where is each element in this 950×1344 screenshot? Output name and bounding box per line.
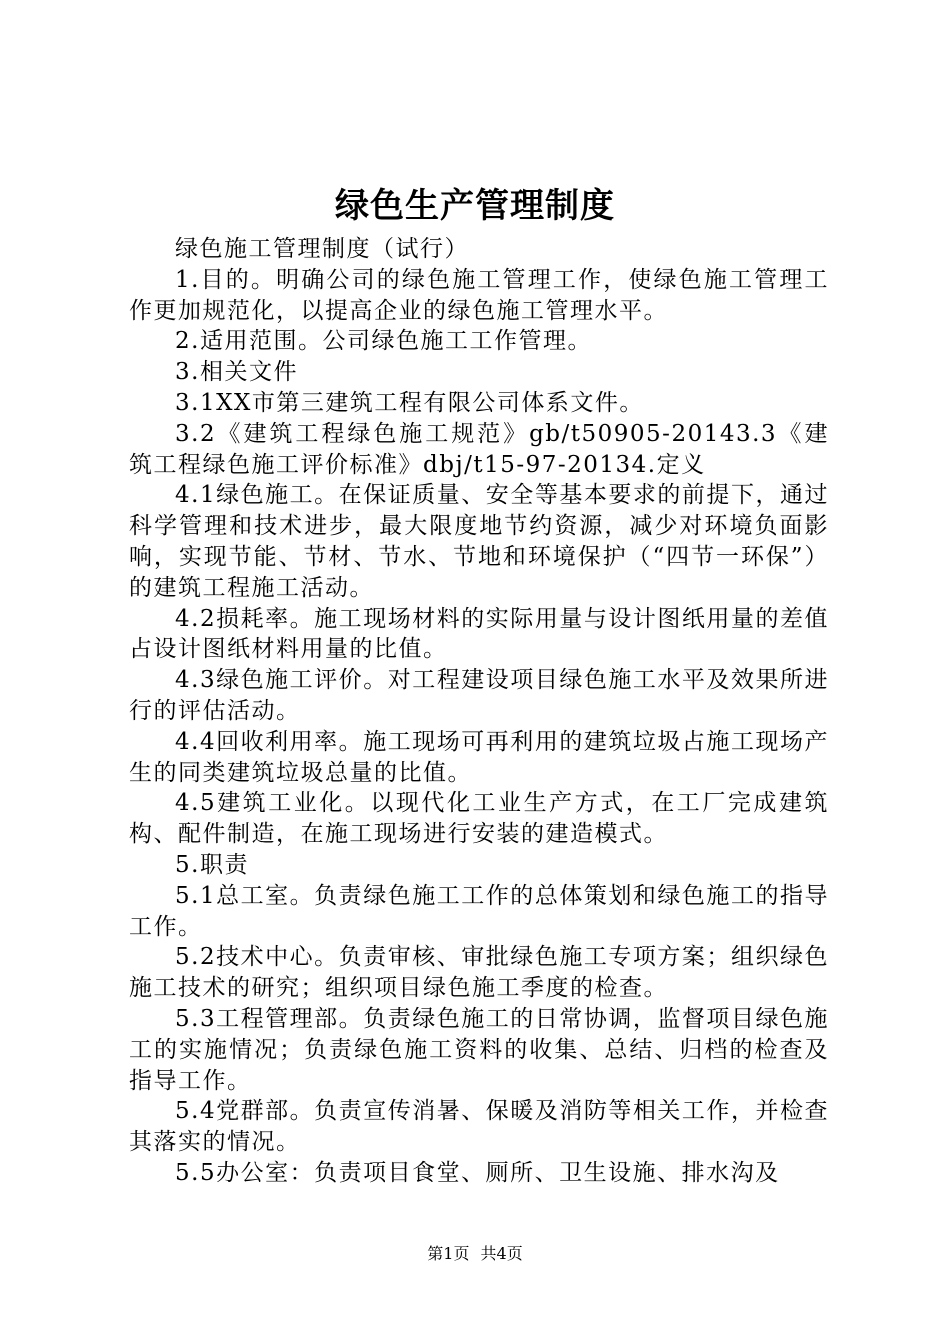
paragraph-5-2: 5.2技术中心。负责审核、审批绿色施工专项方案；组织绿色施工技术的研究；组织项目绿色施工季度的检查。	[129, 944, 829, 1002]
paragraph-5-5: 5.5办公室：负责项目食堂、厕所、卫生设施、排水沟及	[175, 1159, 780, 1186]
paragraph-subtitle: 绿色施工管理制度（试行）	[175, 236, 469, 262]
paragraph-3-2: 3.2《建筑工程绿色施工规范》gb/t50905-20143.3《建筑工程绿色施工评价标准》dbj/t15-97-20134.定义	[129, 420, 829, 478]
paragraph-4-4: 4.4回收利用率。施工现场可再利用的建筑垃圾占施工现场产生的同类建筑垃圾总量的比值。	[129, 728, 829, 786]
paragraph-purpose: 1.目的。明确公司的绿色施工管理工作，使绿色施工管理工作更加规范化，以提高企业的绿色施工管理水平。	[129, 266, 829, 324]
paragraph-responsibilities: 5.职责	[175, 851, 249, 878]
document-body	[129, 234, 829, 1189]
page-number: 第1页	[427, 1244, 470, 1263]
paragraph-4-5: 4.5建筑工业化。以现代化工业生产方式，在工厂完成建筑构、配件制造，在施工现场进行安装的建造模式。	[129, 790, 829, 848]
paragraph-4-2: 4.2损耗率。施工现场材料的实际用量与设计图纸用量的差值占设计图纸材料用量的比值。	[129, 605, 829, 663]
paragraph-5-3: 5.3工程管理部。负责绿色施工的日常协调，监督项目绿色施工的实施情况；负责绿色施工资料的收集、总结、归档的检查及指导工作。	[129, 1005, 829, 1094]
paragraph-3-1: 3.1XX市第三建筑工程有限公司体系文件。	[175, 389, 644, 416]
paragraph-5-1: 5.1总工室。负责绿色施工工作的总体策划和绿色施工的指导工作。	[129, 882, 829, 940]
paragraph-5-4: 5.4党群部。负责宣传消暑、保暖及消防等相关工作，并检查其落实的情况。	[129, 1098, 829, 1156]
paragraph-4-3: 4.3绿色施工评价。对工程建设项目绿色施工水平及效果所进行的评估活动。	[129, 667, 829, 724]
page-footer	[0, 1242, 950, 1266]
page-total: 共4页	[480, 1244, 523, 1263]
document-title: 绿色生产管理制度	[335, 186, 615, 226]
paragraph-related-docs: 3.相关文件	[175, 359, 298, 386]
paragraph-scope: 2.适用范围。公司绿色施工工作管理。	[175, 328, 592, 355]
paragraph-4-1: 4.1绿色施工。在保证质量、安全等基本要求的前提下，通过科学管理和技术进步，最大限度地节约资源，减少对环境负面影响，实现节能、节材、节水、节地和环境保护（“四节一环保”）的建筑工程施工活动。	[129, 482, 829, 601]
